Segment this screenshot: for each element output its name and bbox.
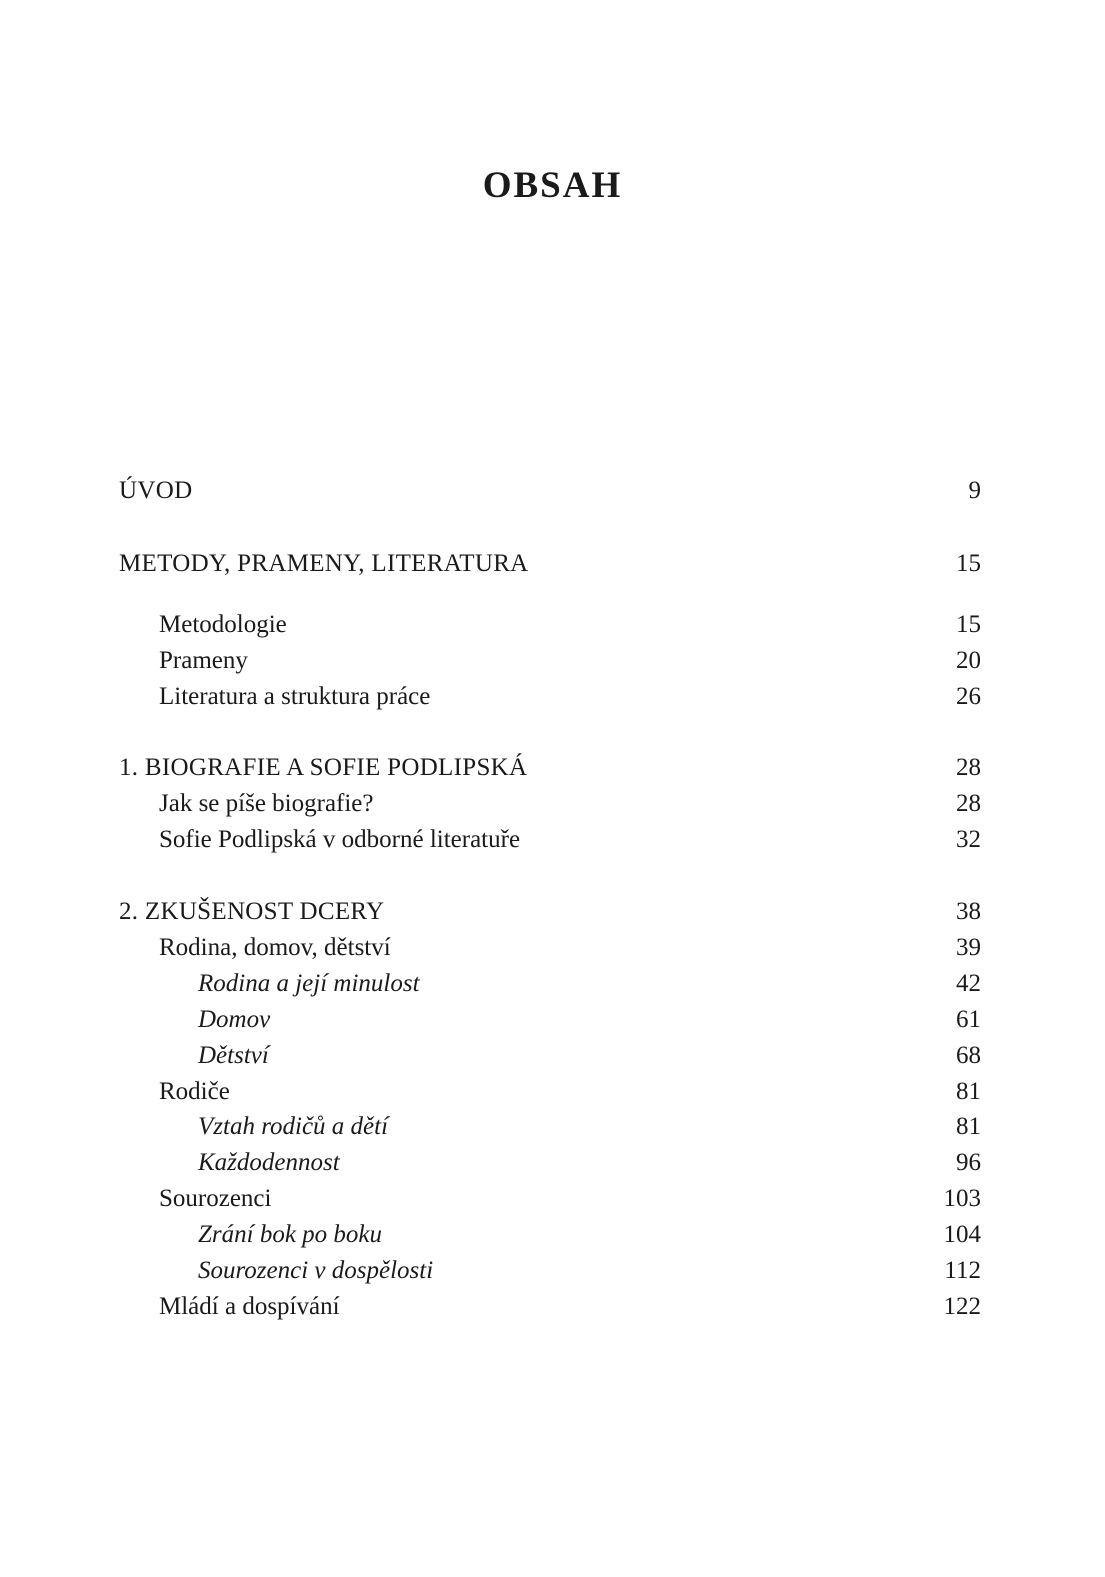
toc-entry: [119, 1146, 981, 1180]
toc-entry-page: 112: [944, 1257, 981, 1284]
toc-entry: [119, 1110, 981, 1144]
toc-entry-label: Domov: [198, 1006, 271, 1033]
toc-entry-page: 68: [956, 1042, 981, 1069]
toc-entry-page: 81: [956, 1078, 981, 1105]
toc-entry: [119, 1290, 981, 1324]
toc-entry-page: 9: [968, 477, 981, 504]
toc-entry-label: Sourozenci: [159, 1185, 272, 1212]
toc-entry-label: Prameny: [159, 647, 248, 674]
toc-entry-label: METODY, PRAMENY, LITERATURA: [119, 550, 529, 577]
toc-entry-label: Mládí a dospívání: [159, 1293, 340, 1320]
toc-entry-label: Zrání bok po boku: [198, 1221, 383, 1248]
toc-entry-page: 103: [943, 1185, 981, 1212]
toc-entry: [119, 931, 981, 965]
toc-entry-page: 28: [956, 754, 981, 781]
toc-entry-label: Literatura a struktura práce: [159, 683, 431, 710]
toc-entry-label: Rodiče: [159, 1078, 230, 1105]
toc-entry-label: Rodina, domov, dětství: [159, 934, 391, 961]
toc-entry: [119, 895, 981, 929]
toc-entry-label: Každodennost: [198, 1149, 340, 1176]
toc-entry-label: Sofie Podlipská v odborné literatuře: [159, 826, 521, 853]
toc-entry: [119, 823, 981, 857]
toc-entry-page: 42: [956, 970, 981, 997]
toc-entry-page: 15: [956, 611, 981, 638]
toc-entry: [119, 1003, 981, 1037]
toc-entry: [119, 1254, 981, 1288]
toc-entry: [119, 1182, 981, 1216]
toc-entry-page: 26: [956, 683, 981, 710]
toc-entry: [119, 1039, 981, 1073]
toc-entry-label: ÚVOD: [119, 477, 193, 504]
toc-entry: [119, 680, 981, 714]
toc-entry-label: Rodina a její minulost: [198, 970, 420, 997]
toc-entry-label: Dětství: [198, 1042, 269, 1069]
toc-entry-label: Jak se píše biografie?: [159, 790, 374, 817]
toc-entry-page: 104: [943, 1221, 981, 1248]
toc-entry-label: Metodologie: [159, 611, 287, 638]
toc-entry: [119, 608, 981, 642]
toc-entry: [119, 547, 981, 581]
toc-entry-label: Vztah rodičů a dětí: [198, 1113, 389, 1140]
toc-entry: [119, 787, 981, 821]
toc-entry: [119, 474, 981, 508]
toc-entry-page: 15: [956, 550, 981, 577]
page-title: OBSAH: [482, 165, 623, 206]
toc-entry-label: 1. BIOGRAFIE A SOFIE PODLIPSKÁ: [119, 754, 528, 781]
toc-entry-page: 81: [956, 1113, 981, 1140]
toc-entry-page: 28: [956, 790, 981, 817]
toc-entry-page: 32: [956, 826, 981, 853]
toc-entry: [119, 967, 981, 1001]
toc-entry-page: 96: [956, 1149, 981, 1176]
toc-entry-page: 38: [956, 898, 981, 925]
toc-entry-page: 122: [943, 1293, 981, 1320]
toc-entry-label: Sourozenci v dospělosti: [198, 1257, 434, 1284]
toc-entry: [119, 1075, 981, 1109]
toc-entry-page: 20: [956, 647, 981, 674]
toc-entry-page: 39: [956, 934, 981, 961]
toc-entry: [119, 644, 981, 678]
toc-entry: [119, 751, 981, 785]
toc-entry: [119, 1218, 981, 1252]
toc-entry-label: 2. ZKUŠENOST DCERY: [119, 898, 385, 925]
toc-entry-page: 61: [956, 1006, 981, 1033]
